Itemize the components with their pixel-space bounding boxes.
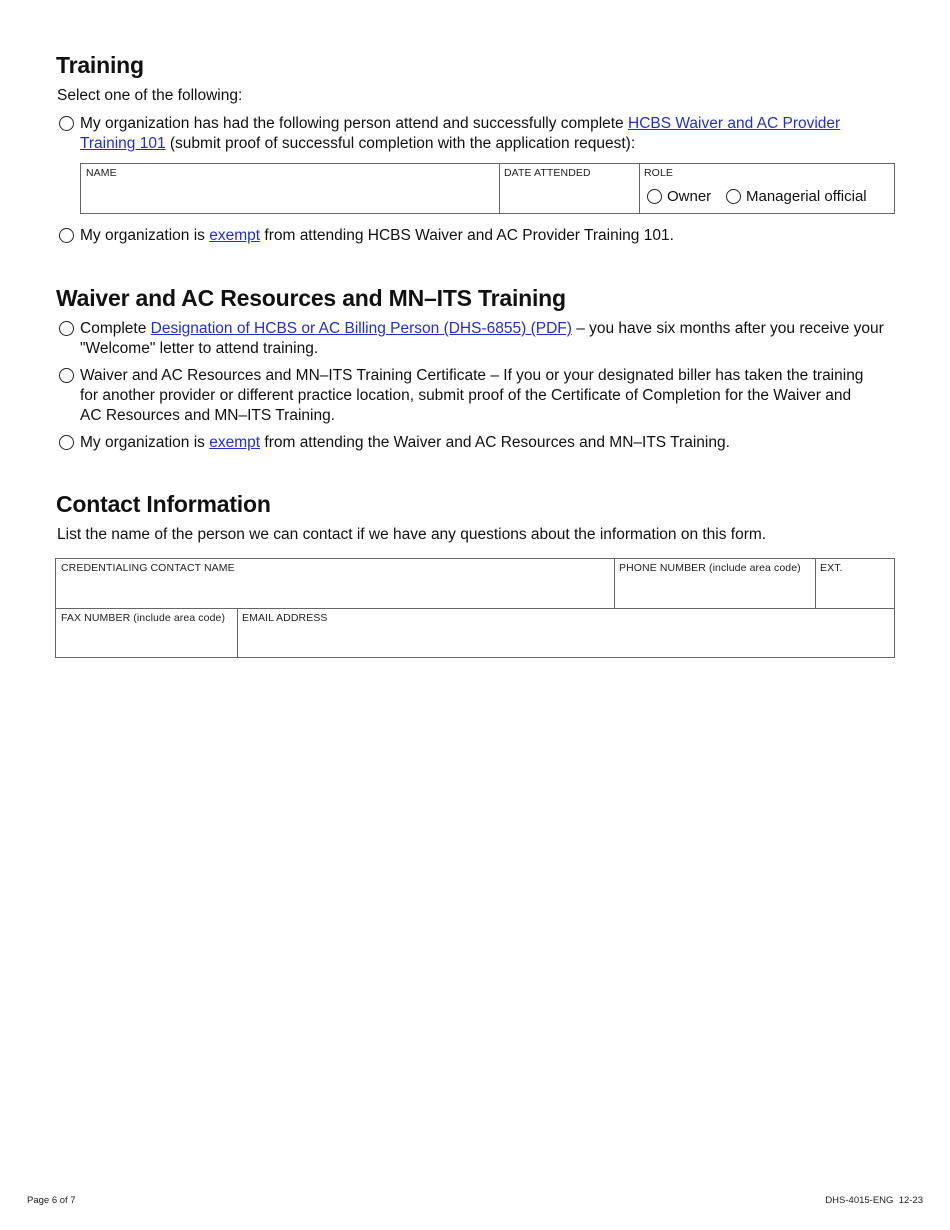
training-option-completed-text-line2: Training 101 (submit proof of successful completion with the application request): (80, 135, 636, 152)
training-exempt-link[interactable]: exempt (209, 227, 261, 244)
waiver-option-exempt-radio[interactable] (59, 435, 74, 450)
contact-name-field[interactable] (59, 578, 613, 606)
role-owner-label: Owner (667, 188, 712, 205)
waiver-option-certificate-text-line1: Waiver and AC Resources and MN–ITS Training Certificate – If you or your designated biller has taken the training (80, 367, 864, 384)
attendee-name-label: NAME (86, 167, 117, 179)
date-attended-label: DATE ATTENDED (504, 167, 591, 179)
role-owner-radio[interactable] (647, 189, 662, 204)
hcbs-training-link-continued[interactable]: Training 101 (80, 135, 166, 152)
email-address-label: EMAIL ADDRESS (242, 612, 328, 624)
hcbs-training-link[interactable]: HCBS Waiver and AC Provider (628, 115, 841, 132)
role-managerial-label: Managerial official (746, 188, 867, 205)
contact-instruction: List the name of the person we can contact if we have any questions about the information on this form. (57, 526, 767, 543)
waiver-option-certificate-text-line3: AC Resources and MN–ITS Training. (80, 407, 335, 424)
ext-field[interactable] (819, 578, 895, 606)
waiver-option-certificate-text-line2: for another provider or different practice location, submit proof of the Certificate of Completion for the Waiver and (80, 387, 852, 404)
table-divider (237, 608, 238, 658)
waiver-option-designation-radio[interactable] (59, 321, 74, 336)
fax-number-field[interactable] (59, 628, 236, 656)
training-option-exempt-text: My organization is exempt from attending HCBS Waiver and AC Provider Training 101. (80, 227, 674, 244)
waiver-heading: Waiver and AC Resources and MN–ITS Training (56, 285, 566, 311)
waiver-option-certificate-radio[interactable] (59, 368, 74, 383)
training-option-completed-radio[interactable] (59, 116, 74, 131)
contact-heading: Contact Information (56, 491, 271, 517)
role-managerial-radio[interactable] (726, 189, 741, 204)
ext-label: EXT. (820, 562, 843, 574)
waiver-option-designation-text: Complete Designation of HCBS or AC Billing Person (DHS-6855) (PDF) – you have six months after you receive your (80, 320, 884, 337)
attendee-name-field[interactable] (84, 182, 498, 212)
training-option-completed-text: My organization has had the following person attend and successfully complete HCBS Waiver and AC Provider (80, 115, 841, 132)
page-number: Page 6 of 7 (27, 1195, 76, 1206)
waiver-option-designation-text-line2: "Welcome" letter to attend training. (80, 340, 319, 357)
training-heading: Training (56, 52, 144, 78)
table-divider (639, 163, 640, 214)
waiver-exempt-link[interactable]: exempt (209, 434, 261, 451)
table-divider (55, 608, 895, 609)
role-label: ROLE (644, 167, 673, 179)
contact-name-label: CREDENTIALING CONTACT NAME (61, 562, 235, 574)
date-attended-field[interactable] (503, 182, 639, 212)
email-address-field[interactable] (241, 628, 895, 656)
training-option-exempt-radio[interactable] (59, 228, 74, 243)
form-id: DHS-4015-ENG 12-23 (825, 1195, 923, 1206)
waiver-option-exempt-text: My organization is exempt from attending the Waiver and AC Resources and MN–ITS Training. (80, 434, 730, 451)
training-instruction: Select one of the following: (57, 87, 243, 104)
fax-number-label: FAX NUMBER (include area code) (61, 612, 226, 624)
designation-billing-person-link[interactable]: Designation of HCBS or AC Billing Person (DHS-6855) (PDF) (150, 320, 572, 337)
table-divider (815, 558, 816, 608)
phone-number-label: PHONE NUMBER (include area code) (619, 562, 801, 574)
table-divider (499, 163, 500, 214)
phone-number-field[interactable] (618, 578, 815, 606)
table-divider (614, 558, 615, 608)
